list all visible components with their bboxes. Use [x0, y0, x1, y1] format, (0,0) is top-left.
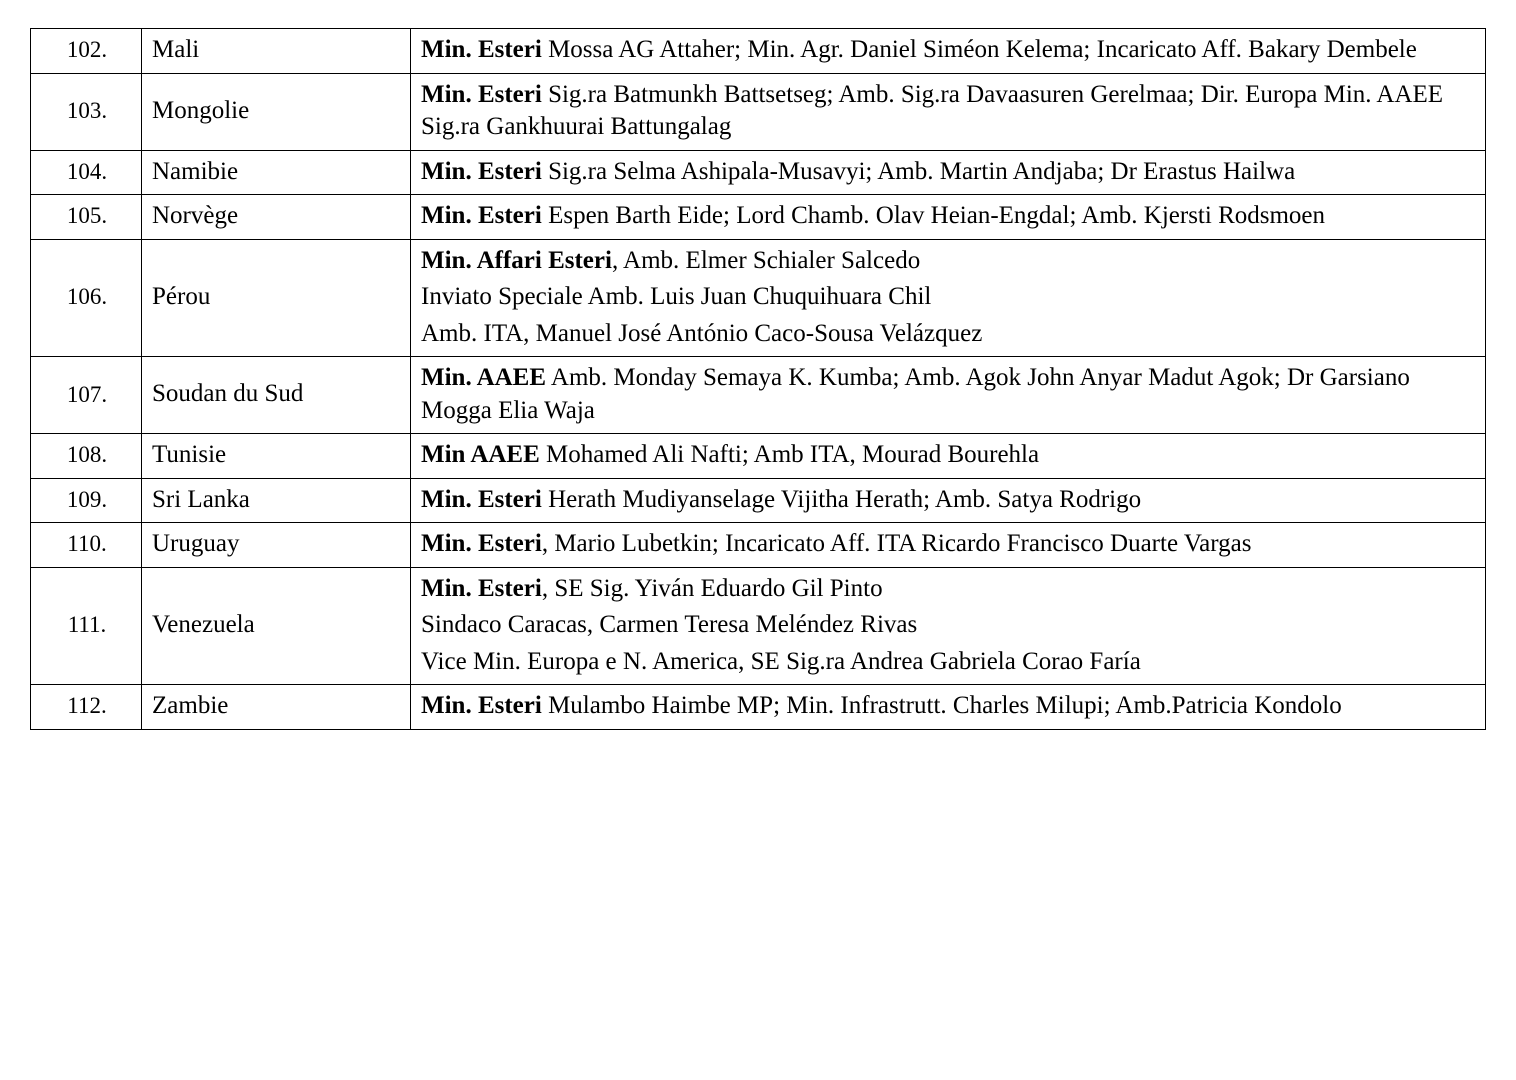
table-row	[31, 239, 1486, 357]
delegate-role: Min. Esteri	[421, 692, 542, 719]
delegate-names: Mohamed Ali Nafti; Amb ITA, Mourad Bourehla	[539, 441, 1040, 468]
delegate-names: Sig.ra Selma Ashipala-Musavyi; Amb. Martin Andjaba; Dr Erastus Hailwa	[541, 157, 1296, 185]
table-row	[31, 523, 1486, 568]
country-name: Uruguay	[142, 523, 411, 568]
delegate-role: Min. Affari Esteri	[421, 246, 612, 274]
delegate-line	[421, 528, 1477, 561]
delegates-cell	[411, 523, 1486, 568]
delegate-line	[421, 281, 1477, 314]
delegate-line	[421, 200, 1477, 233]
delegate-line	[421, 362, 1477, 427]
row-number: 105.	[31, 195, 142, 240]
row-number: 108.	[31, 434, 142, 479]
delegate-role: Min. Esteri	[421, 530, 542, 557]
delegate-line	[421, 318, 1477, 351]
row-number: 111.	[31, 567, 142, 685]
row-number: 106.	[31, 239, 142, 357]
delegate-line	[421, 439, 1477, 472]
country-name: Venezuela	[142, 567, 411, 685]
country-name: Zambie	[142, 685, 411, 730]
delegate-names: Inviato Speciale Amb. Luis Juan Chuquihuara Chil	[421, 283, 932, 310]
delegate-role: Min. Esteri	[421, 202, 542, 229]
row-number: 112.	[31, 685, 142, 730]
delegates-cell	[411, 195, 1486, 240]
delegations-table	[30, 28, 1486, 730]
delegates-cell	[411, 73, 1486, 150]
row-number: 109.	[31, 478, 142, 523]
country-name: Norvège	[142, 195, 411, 240]
table-row	[31, 29, 1486, 74]
delegate-names: Mulambo Haimbe MP; Min. Infrastrutt. Charles Milupi; Amb.Patricia Kondolo	[541, 692, 1342, 719]
delegates-cell	[411, 357, 1486, 434]
delegate-names: , Amb. Elmer Schialer Salcedo	[611, 246, 921, 274]
delegate-line	[421, 609, 1477, 642]
delegates-cell	[411, 239, 1486, 357]
table-row	[31, 478, 1486, 523]
row-number: 107.	[31, 357, 142, 434]
delegate-names: Mossa AG Attaher; Min. Agr. Daniel Siméon Kelema; Incaricato Aff. Bakary Dembele	[541, 36, 1417, 63]
delegate-role: Min. Esteri	[421, 485, 542, 513]
table-row	[31, 195, 1486, 240]
delegates-cell	[411, 150, 1486, 195]
table-row	[31, 357, 1486, 434]
delegate-names: Sindaco Caracas, Carmen Teresa Meléndez Rivas	[421, 611, 918, 638]
country-name: Soudan du Sud	[142, 357, 411, 434]
table-row	[31, 73, 1486, 150]
delegate-role: Min. Esteri	[421, 574, 542, 602]
delegates-cell	[411, 567, 1486, 685]
delegates-cell	[411, 685, 1486, 730]
delegate-role: Min AAEE	[421, 441, 540, 468]
delegate-names: Espen Barth Eide; Lord Chamb. Olav Heian-Engdal; Amb. Kjersti Rodsmoen	[541, 202, 1326, 229]
delegates-cell	[411, 434, 1486, 479]
row-number: 103.	[31, 73, 142, 150]
table-row	[31, 685, 1486, 730]
delegate-line	[421, 34, 1477, 67]
country-name: Namibie	[142, 150, 411, 195]
country-name: Sri Lanka	[142, 478, 411, 523]
delegate-names: , SE Sig. Yiván Eduardo Gil Pinto	[541, 574, 883, 602]
delegate-names: Sig.ra Batmunkh Battsetseg; Amb. Sig.ra Davaasuren Gerelmaa; Dir. Europa Min. AAEE Sig.ra Gankhuurai Battungalag	[421, 80, 1444, 140]
delegate-line	[421, 573, 1477, 606]
row-number: 110.	[31, 523, 142, 568]
delegate-line	[421, 690, 1477, 723]
delegates-cell	[411, 478, 1486, 523]
table-row	[31, 150, 1486, 195]
delegate-role: Min. Esteri	[421, 36, 542, 63]
country-name: Tunisie	[142, 434, 411, 479]
country-name: Mongolie	[142, 73, 411, 150]
delegate-line	[421, 245, 1477, 278]
delegate-role: Min. AAEE	[421, 364, 547, 391]
delegate-line	[421, 79, 1477, 144]
delegate-line	[421, 646, 1477, 679]
row-number: 104.	[31, 150, 142, 195]
delegate-names: Herath Mudiyanselage Vijitha Herath; Amb. Satya Rodrigo	[541, 485, 1142, 513]
table-row	[31, 434, 1486, 479]
delegate-line	[421, 484, 1477, 517]
table-row	[31, 567, 1486, 685]
delegate-names: Amb. ITA, Manuel José António Caco-Sousa Velázquez	[421, 319, 983, 347]
delegate-role: Min. Esteri	[421, 157, 542, 185]
delegate-names: Vice Min. Europa e N. America, SE Sig.ra Andrea Gabriela Corao Faría	[421, 647, 1141, 675]
delegate-names: Amb. Monday Semaya K. Kumba; Amb. Agok John Anyar Madut Agok; Dr Garsiano Mogga Elia Waja	[421, 364, 1410, 424]
delegates-cell	[411, 29, 1486, 74]
delegate-role: Min. Esteri	[421, 80, 542, 108]
country-name: Pérou	[142, 239, 411, 357]
row-number: 102.	[31, 29, 142, 74]
country-name: Mali	[142, 29, 411, 74]
delegate-names: , Mario Lubetkin; Incaricato Aff. ITA Ricardo Francisco Duarte Vargas	[541, 530, 1252, 557]
delegations-table-body	[31, 29, 1486, 730]
delegate-line	[421, 156, 1477, 189]
